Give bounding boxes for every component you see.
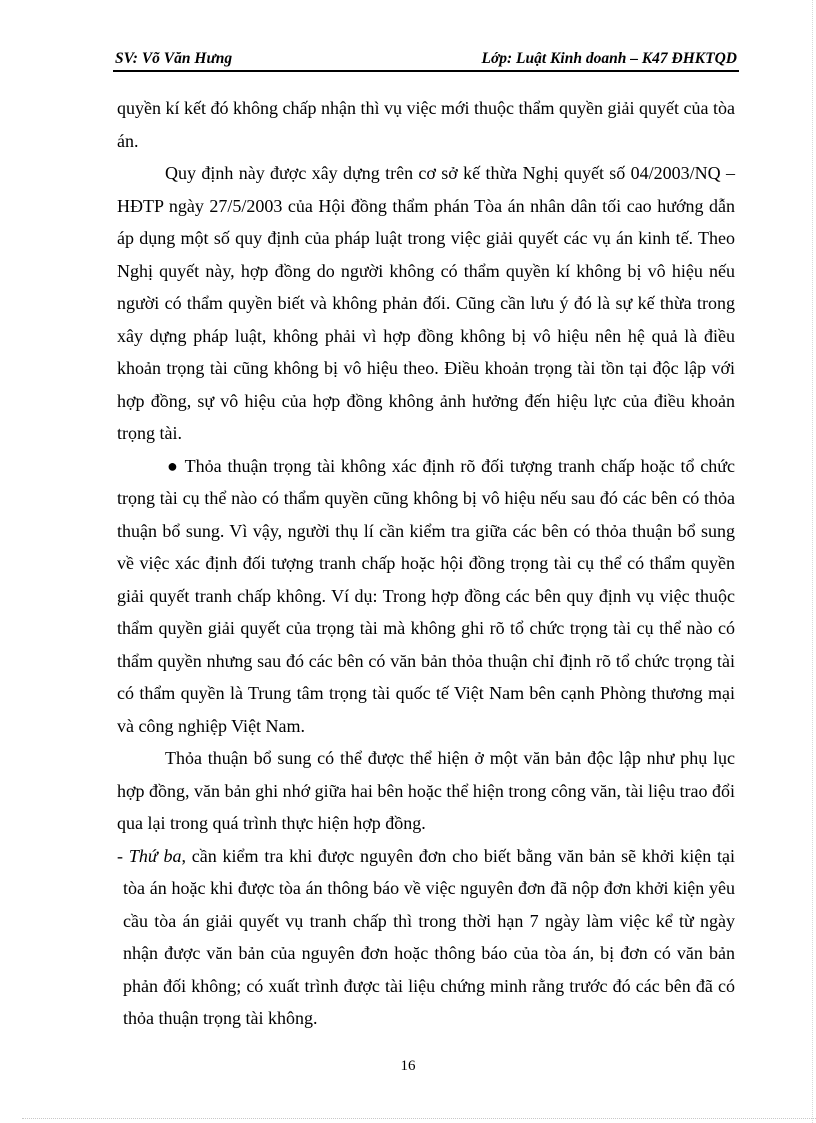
dash-marker: - xyxy=(117,845,129,866)
page-number: 16 xyxy=(400,1058,416,1074)
page-header xyxy=(113,48,739,72)
paragraph-continuation: quyền kí kết đó không chấp nhận thì vụ việc mới thuộc thẩm quyền giải quyết của tòa án. xyxy=(117,98,735,151)
page-bottom-border xyxy=(22,1118,816,1119)
paragraph-supplementary-form: Thỏa thuận bổ sung có thể được thể hiện ở một văn bản độc lập như phụ lục hợp đồng, văn bản ghi nhớ giữa hai bên hoặc thể hiện trong công văn, tài liệu trao đổi qua lại trong quá trình thực hiện hợp đồng. xyxy=(117,748,735,833)
document-body xyxy=(117,92,735,1035)
third-text: , cần kiểm tra khi được nguyên đơn cho biết bằng văn bản sẽ khởi kiện tại tòa án hoặc khi được tòa án thông báo về việc nguyên đơn đã nộp đơn khởi kiện yêu cầu tòa án giải quyết vụ tranh chấp thì trong thời hạn 7 ngày làm việc kể từ ngày nhận được văn bản của nguyên đơn hoặc thông báo của tòa án, bị đơn có văn bản phản đối không; có xuất trình được tài liệu chứng minh rằng trước đó các bên đã có thỏa thuận trọng tài không. xyxy=(123,845,736,1028)
paragraph-bullet-supplementary-agreement: ● Thỏa thuận trọng tài không xác định rõ đối tượng tranh chấp hoặc tổ chức trọng tài cụ thể nào có thẩm quyền cũng không bị vô hiệu nếu sau đó các bên có thỏa thuận bổ sung. Vì vậy, người thụ lí cần kiểm tra giữa các bên có thỏa thuận bổ sung về việc xác định đối tượng tranh chấp hoặc hội đồng trọng tài cụ thể có thẩm quyền giải quyết tranh chấp không. Ví dụ: Trong hợp đồng các bên quy định vụ việc thuộc thẩm quyền giải quyết của trọng tài mà không ghi rõ tổ chức trọng tài cụ thể nào có thẩm quyền nhưng sau đó các bên có văn bản thỏa thuận chỉ định rõ tổ chức trọng tài có thẩm quyền là Trung tâm trọng tài quốc tế Việt Nam bên cạnh Phòng thương mại và công nghiệp Việt Nam. xyxy=(117,455,735,736)
paragraph-third-check xyxy=(117,840,735,1035)
paragraph-resolution-basis: Quy định này được xây dựng trên cơ sở kế thừa Nghị quyết số 04/2003/NQ – HĐTP ngày 27/5/2003 của Hội đồng thẩm phán Tòa án nhân dân tối cao hướng dẫn áp dụng một số quy định của pháp luật trong việc giải quyết các vụ án kinh tế. Theo Nghị quyết này, hợp đồng do người không có thẩm quyền kí không bị vô hiệu nếu người có thẩm quyền biết và không phản đối. Cũng cần lưu ý đó là sự kế thừa trong xây dựng pháp luật, không phải vì hợp đồng không bị vô hiệu nên hệ quả là điều khoản trọng tài cũng không bị vô hiệu theo. Điều khoản trọng tài tồn tại độc lập với hợp đồng, sự vô hiệu của hợp đồng không ảnh hưởng đến hiệu lực của điều khoản trọng tài. xyxy=(117,163,735,443)
page-right-border xyxy=(812,0,813,1123)
third-label: Thứ ba xyxy=(128,845,182,866)
header-student-name: SV: Võ Văn Hưng xyxy=(115,50,233,67)
header-class-name: Lớp: Luật Kinh doanh – K47 ĐHKTQD xyxy=(481,50,737,67)
